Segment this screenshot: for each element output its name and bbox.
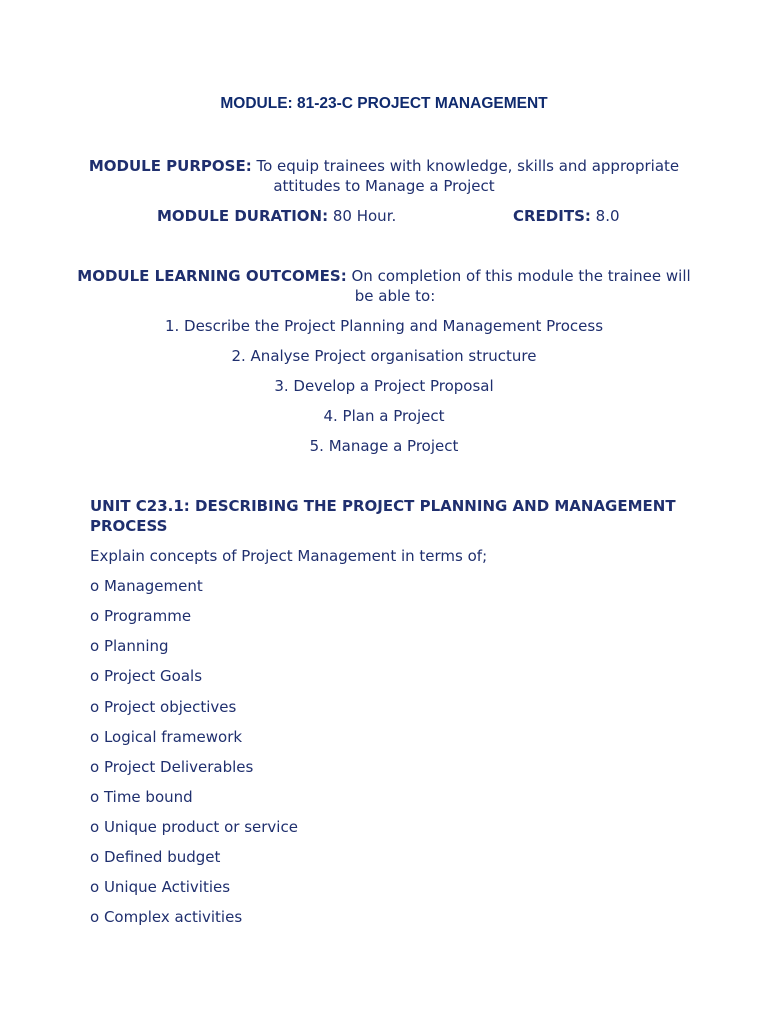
list-item: o Unique product or service [90,818,298,836]
list-item: o Unique Activities [90,878,231,896]
module-duration-value: 80 Hour. [332,207,397,225]
module-credits [513,206,620,226]
list-item: o Project Deliverables [90,758,254,776]
unit-heading-line2: PROCESS [90,517,168,535]
list-item: o Defined budget [90,848,221,866]
list-item: o Project objectives [90,698,237,716]
module-purpose-text-line1: To equip trainees with knowledge, skills and appropriate [256,157,680,175]
module-duration [157,206,396,226]
learning-outcomes-label: MODULE LEARNING OUTCOMES: [77,267,347,285]
list-item: o Programme [90,607,192,625]
list-item: o Planning [90,637,169,655]
list-item: o Time bound [90,788,193,806]
unit-heading-line1: UNIT C23.1: DESCRIBING THE PROJECT PLANNING AND MANAGEMENT [90,497,676,515]
learning-outcomes-intro-line2: be able to: [354,287,436,305]
list-item: o Project Goals [90,667,203,685]
list-item: o Management [90,577,203,595]
list-item: o Complex activities [90,908,243,926]
outcome-item: 1. Describe the Project Planning and Management Process [164,317,604,335]
unit-intro: Explain concepts of Project Management in terms of; [90,547,488,565]
outcome-item: 5. Manage a Project [309,437,459,455]
learning-outcomes [0,266,768,286]
module-duration-label: MODULE DURATION: [157,207,329,225]
learning-outcomes-intro-line1: On completion of this module the trainee will [351,267,691,285]
outcome-item: 4. Plan a Project [323,407,445,425]
outcome-item: 2. Analyse Project organisation structure [231,347,537,365]
module-credits-value: 8.0 [595,207,620,225]
module-title: MODULE: 81-23-C PROJECT MANAGEMENT [220,95,548,112]
module-purpose [0,156,768,176]
list-item: o Logical framework [90,728,243,746]
module-purpose-text-line2: attitudes to Manage a Project [273,177,495,195]
module-credits-label: CREDITS: [513,207,591,225]
module-purpose-label: MODULE PURPOSE: [88,157,252,175]
outcome-item: 3. Develop a Project Proposal [274,377,494,395]
